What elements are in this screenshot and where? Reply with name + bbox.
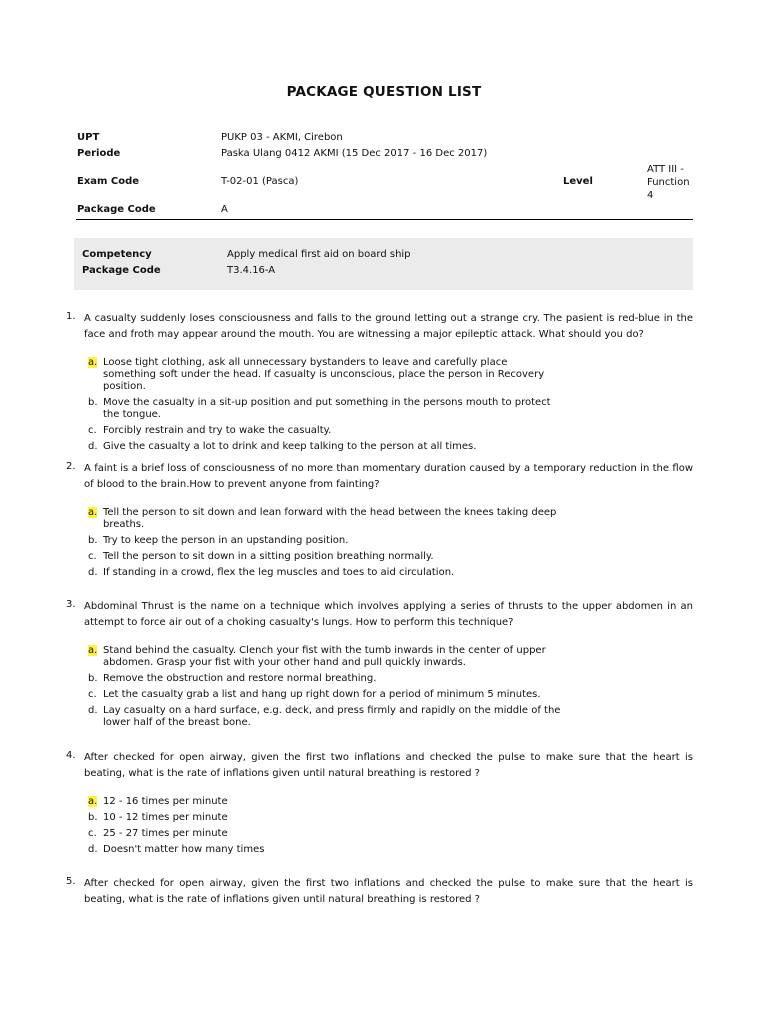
option-letter: c. — [88, 689, 97, 700]
question-4 — [66, 750, 693, 860]
package-code-value: A — [221, 204, 228, 215]
option-b — [88, 673, 693, 685]
option-a — [88, 357, 693, 393]
competency-label: Competency — [82, 249, 152, 260]
option-letter-highlighted: a. — [88, 507, 98, 518]
option-d — [88, 441, 693, 453]
option-b — [88, 397, 693, 421]
competency-box — [74, 238, 693, 290]
option-letter: b. — [88, 535, 98, 546]
option-text: 12 - 16 times per minute — [103, 796, 228, 807]
level-label: Level — [563, 176, 593, 187]
option-a — [88, 507, 693, 531]
question-number: 2. — [66, 461, 76, 472]
option-text: Tell the person to sit down and lean forward with the head between the knees taking deep breaths. — [103, 507, 557, 530]
exam-code-label: Exam Code — [77, 176, 140, 187]
question-number: 1. — [66, 311, 76, 322]
options-list — [88, 507, 693, 579]
option-text: Remove the obstruction and restore normal breathing. — [103, 673, 377, 684]
option-d — [88, 567, 693, 579]
question-text: After checked for open airway, given the first two inflations and checked the pulse to make sure that the heart is beating, what is the rate of inflations given until natural breathing is restored ? — [84, 878, 693, 905]
option-letter: c. — [88, 425, 97, 436]
competency-value: Apply medical first aid on board ship — [227, 249, 411, 260]
option-c — [88, 425, 693, 437]
question-text: A casualty suddenly loses consciousness and falls to the ground letting out a strange cry. The pasient is red-blue in the face and froth may appear around the mouth. You are witnessing a major epileptic attack. What should you do? — [84, 313, 693, 340]
question-number: 4. — [66, 750, 76, 761]
option-letter: c. — [88, 828, 97, 839]
option-d — [88, 844, 693, 856]
option-letter: d. — [88, 441, 98, 452]
header-table — [76, 131, 693, 220]
question-text: Abdominal Thrust is the name on a technique which involves applying a series of thrusts to the upper abdomen in an attempt to force air out of a choking casualty's lungs. How to perform this technique? — [84, 601, 693, 628]
question-number: 3. — [66, 599, 76, 610]
option-text: 25 - 27 times per minute — [103, 828, 228, 839]
question-text: After checked for open airway, given the first two inflations and checked the pulse to make sure that the heart is beating, what is the rate of inflations given until natural breathing is restored ? — [84, 752, 693, 779]
question-2 — [66, 461, 693, 583]
option-text: 10 - 12 times per minute — [103, 812, 228, 823]
question-3 — [66, 599, 693, 733]
option-c — [88, 689, 693, 701]
option-text: Doesn't matter how many times — [103, 844, 265, 855]
upt-value: PUKP 03 - AKMI, Cirebon — [221, 132, 343, 143]
option-text: Give the casualty a lot to drink and keep talking to the person at all times. — [103, 441, 477, 452]
exam-code-value: T-02-01 (Pasca) — [221, 176, 299, 187]
question-5 — [66, 876, 693, 908]
page-title: PACKAGE QUESTION LIST — [286, 84, 482, 100]
option-letter-highlighted: a. — [88, 645, 98, 656]
option-letter: d. — [88, 844, 98, 855]
option-letter: d. — [88, 567, 98, 578]
options-list — [88, 645, 693, 729]
option-a — [88, 645, 693, 669]
option-letter: d. — [88, 705, 98, 716]
option-b — [88, 535, 693, 547]
option-text: Try to keep the person in an upstanding position. — [103, 535, 349, 546]
option-d — [88, 705, 693, 729]
options-list — [88, 796, 693, 856]
upt-label: UPT — [77, 132, 100, 143]
competency-package-code-value: T3.4.16-A — [227, 265, 276, 276]
option-text: Let the casualty grab a list and hang up right down for a period of minimum 5 minutes. — [103, 689, 541, 700]
option-text: Forcibly restrain and try to wake the casualty. — [103, 425, 332, 436]
question-1 — [66, 311, 693, 457]
periode-value: Paska Ulang 0412 AKMI (15 Dec 2017 - 16 Dec 2017) — [221, 148, 488, 159]
option-letter: b. — [88, 812, 98, 823]
option-b — [88, 812, 693, 824]
question-number: 5. — [66, 876, 76, 887]
option-letter-highlighted: a. — [88, 796, 98, 807]
level-value: ATT III - Function 4 — [647, 164, 690, 201]
option-text: Tell the person to sit down in a sitting position breathing normally. — [103, 551, 434, 562]
option-letter: b. — [88, 397, 98, 408]
option-letter: c. — [88, 551, 97, 562]
package-code-label: Package Code — [77, 204, 156, 215]
options-list — [88, 357, 693, 453]
option-text: If standing in a crowd, flex the leg muscles and toes to aid circulation. — [103, 567, 455, 578]
question-text: A faint is a brief loss of consciousness of no more than momentary duration caused by a temporary reduction in the flow of blood to the brain.How to prevent anyone from fainting? — [84, 463, 693, 490]
option-a — [88, 796, 693, 808]
option-text: Loose tight clothing, ask all unnecessary bystanders to leave and carefully place something soft under the head. If casualty is unconscious, place the person in Recovery position. — [103, 357, 545, 392]
option-c — [88, 551, 693, 563]
option-letter: b. — [88, 673, 98, 684]
competency-package-code-label: Package Code — [82, 265, 161, 276]
option-text: Lay casualty on a hard surface, e.g. deck, and press firmly and rapidly on the middle of the lower half of the breast bone. — [103, 705, 561, 728]
option-c — [88, 828, 693, 840]
option-text: Move the casualty in a sit-up position and put something in the persons mouth to protect the tongue. — [103, 397, 551, 420]
periode-label: Periode — [77, 148, 121, 159]
option-text: Stand behind the casualty. Clench your fist with the tumb inwards in the center of upper abdomen. Grasp your fist with your other hand and pull quickly inwards. — [103, 645, 546, 668]
option-letter-highlighted: a. — [88, 357, 98, 368]
